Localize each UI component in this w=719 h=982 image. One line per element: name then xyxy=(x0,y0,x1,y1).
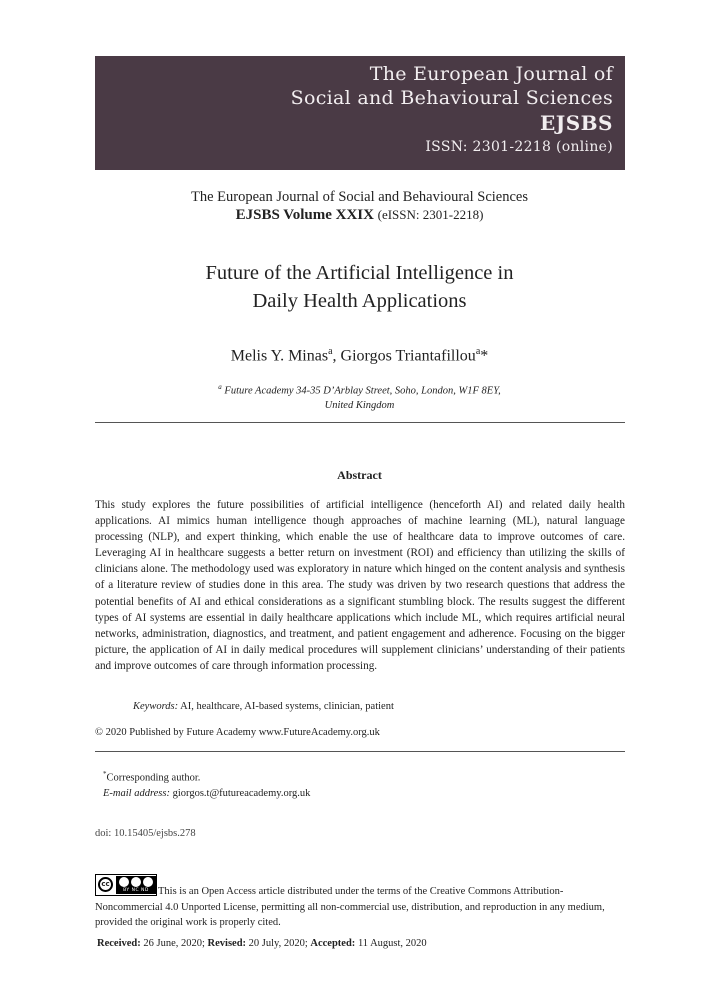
received-date: 26 June, 2020; xyxy=(140,938,208,949)
banner-line-sciences: Social and Behavioural Sciences xyxy=(290,87,613,109)
author-2: Giorgos Triantafillou xyxy=(340,347,476,365)
banner-text xyxy=(291,62,613,158)
accepted-date: 11 August, 2020 xyxy=(355,938,427,949)
corresponding-label: Corresponding author. xyxy=(106,772,201,784)
author-2-affiliation: a xyxy=(475,346,481,357)
received-label: Received: xyxy=(97,938,141,949)
license-line-1: This is an Open Access article distributed under the terms of the Creative Commons Attribution- xyxy=(158,886,564,897)
banner-line-issn: ISSN: 2301-2218 (online) xyxy=(425,139,613,155)
accepted-label: Accepted: xyxy=(310,938,356,949)
divider-top xyxy=(95,422,625,423)
license-line-2: Noncommercial 4.0 Unported License, permitting all non-commercial use, distribution, and reproduction in any medium, xyxy=(95,901,605,913)
title-line-2: Daily Health Applications xyxy=(252,290,467,312)
cc-tags: BY NC ND xyxy=(123,888,149,893)
keywords-text: AI, healthcare, AI-based systems, clinician, patient xyxy=(178,701,394,712)
email-address[interactable]: giorgos.t@futureacademy.org.uk xyxy=(169,787,311,799)
license-line-3: provided the original work is properly cited. xyxy=(95,917,281,928)
corresponding-mark: * xyxy=(480,347,489,365)
cc-symbol: cc xyxy=(98,877,113,892)
revised-label: Revised: xyxy=(207,938,247,949)
eissn: (eISSN: 2301-2218) xyxy=(377,207,484,222)
volume-label: EJSBS Volume XXIX xyxy=(235,207,374,223)
abstract-body: This study explores the future possibilities of artificial intelligence (henceforth AI) and related daily health applications. AI mimics human intelligence though approaches of machine learning (ML), natural language processing (NLP), and expert thinking, which enable the use of healthcare data to improve outcomes of care. Leveraging AI in healthcare suggests a better return on investment (ROI) and efficiency than utilizing the skills of clinicians alone. The methodology used was exploratory in nature which hinged on the content analysis and synthesis of a literature review of studies done in this area. The study was driven by two research questions that address the potential benefits of AI and ethical considerations as a significant stumbling block. The results suggest the different types of AI systems are essential in daily healthcare applications which include ML, which requires artificial neural networks, administration, diagnostics, and treatment, and patient engagement and adherence. Focusing on the bigger picture, the application of AI in daily medical procedures will supplement clinicians’ understanding of their patients and improve outcomes of care through information processing. xyxy=(95,499,625,672)
banner-line-acronym: EJSBS xyxy=(540,111,613,135)
author-list xyxy=(0,346,719,365)
affiliation-line-1: Future Academy 34-35 D’Arblay Street, Soho, London, W1F 8EY, xyxy=(221,385,501,397)
author-1: Melis Y. Minas xyxy=(230,347,329,365)
banner-line-journal-of: The European Journal of xyxy=(369,63,613,85)
journal-banner xyxy=(95,56,625,170)
article-title xyxy=(0,259,719,315)
journal-name: The European Journal of Social and Behavioural Sciences xyxy=(190,189,528,205)
affiliation-line-2: United Kingdom xyxy=(324,399,395,411)
copyright-notice: © 2020 Published by Future Academy www.FutureAcademy.org.uk xyxy=(95,727,380,738)
corresponding-author xyxy=(103,767,310,801)
email-label: E-mail address: xyxy=(103,787,170,799)
article-dates xyxy=(97,938,427,949)
affiliation xyxy=(0,380,719,413)
abstract-heading: Abstract xyxy=(337,468,382,482)
author-1-affiliation: a xyxy=(328,346,333,357)
keywords-label: Keywords: xyxy=(133,701,179,712)
doi-link[interactable]: doi: 10.15405/ejsbs.278 xyxy=(95,828,196,839)
keywords xyxy=(133,701,394,712)
divider-bottom xyxy=(95,751,625,752)
journal-volume xyxy=(0,206,719,224)
license-text xyxy=(95,884,625,931)
affiliation-sup: a xyxy=(218,383,222,391)
revised-date: 20 July, 2020; xyxy=(246,938,311,949)
title-line-1: Future of the Artificial Intelligence in xyxy=(205,262,514,284)
corresponding-sup: * xyxy=(103,770,107,778)
author-separator: , xyxy=(332,347,341,365)
